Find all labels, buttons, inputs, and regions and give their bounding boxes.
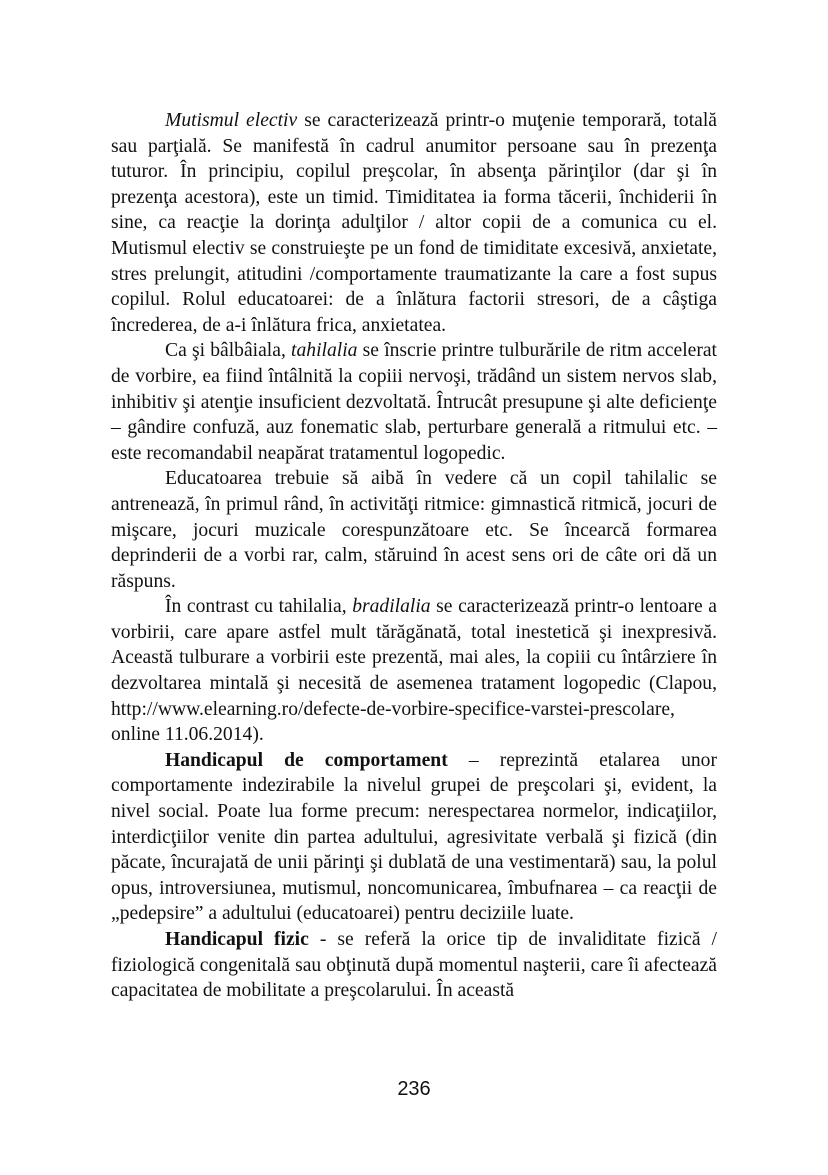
paragraph-body: - se referă la orice tip de invaliditate fizică / fiziologică congenitală sau obţinută după momentul naşterii, care îi afectează capacitatea de mobilitate a preşcolarului. În această bbox=[111, 929, 717, 1002]
term-handicapul-de-comportament: Handicapul de comportament bbox=[165, 749, 448, 771]
paragraph-handicap-comportament bbox=[111, 748, 717, 927]
paragraph-mutism-electiv bbox=[111, 108, 717, 338]
paragraph-body: Educatoarea trebuie să aibă în vedere că un copil tahilalic se antrenează, în primul rând, în activităţi ritmice: gimnastică ritmică, jocuri de mişcare, jocuri muzicale corespunzătoare etc. Se încearcă formarea deprinderii de a vorbi rar, calm, stăruind în acest sens ori de câte ori dă un răspuns. bbox=[111, 468, 717, 592]
paragraph-body: – reprezintă etalarea unor comportamente indezirabile la nivelul grupei de preşcolari şi, evident, la nivel social. Poate lua forme precum: nerespectarea normelor, indicaţiilor, interdicţiilor venite din partea adultului, agresivitate verbală şi fizică (din păcate, încurajată de unii părinţi şi dublată de una vestimentară) sau, la polul opus, introversiunea, mutismul, noncomunicarea, îmbufnarea – ca reacţii de „pedepsire” a adultului (educatoarei) pentru deciziile luate. bbox=[111, 749, 717, 925]
paragraph-handicap-fizic bbox=[111, 927, 717, 1004]
page-number: 236 bbox=[397, 1078, 431, 1100]
paragraph-educatoarea bbox=[111, 466, 717, 594]
paragraph-intro: Ca şi bâlbâiala, bbox=[165, 340, 292, 362]
paragraph-intro: În contrast cu tahilalia, bbox=[165, 596, 353, 618]
page-text bbox=[111, 108, 717, 1004]
term-tahilalia: tahilalia bbox=[291, 340, 358, 362]
paragraph-tahilalia bbox=[111, 338, 717, 466]
paragraph-body: se caracterizează printr-o lentoare a vorbirii, care apare astfel mult tărăgănată, total inestetică şi inexpresivă. Această tulburare a vorbirii este prezentă, mai ales, la copiii cu întârziere în dezvoltarea mintală şi necesită de asemenea tratament logopedic (Clapou, http://www.elearning.ro/defecte-de-vorbire-specifice-varstei-prescolare, online 11.06.2014). bbox=[111, 596, 717, 746]
paragraph-body: se înscrie printre tulburările de ritm accelerat de vorbire, ea fiind întâlnită la copiii nervoşi, trădând un sistem nervos slab, inhibitiv şi atenţie insuficient dezvoltată. Întrucât presupune şi alte deficienţe – gândire confuză, auz fonematic slab, perturbare generală a ritmului etc. – este recomandabil neapărat tratamentul logopedic. bbox=[111, 340, 717, 464]
term-handicapul-fizic: Handicapul fizic bbox=[165, 929, 309, 950]
paragraph-body: se caracterizează printr-o muţenie temporară, totală sau parţială. Se manifestă în cadrul anumitor persoane sau în prezenţa tuturor. În principiu, copilul preşcolar, în absenţa părinţilor (dar şi în prezenţa acestora), este un timid. Timiditatea ia forma tăcerii, închiderii în sine, ca reacţie la dorinţa adulţilor / altor copii de a comunica cu el. Mutismul electiv se construieşte pe un fond de timiditate excesivă, anxietate, stres prelungit, atitudini /comportamente traumatizante la care a fost supus copilul. Rolul educatoarei: de a înlătura factorii stresori, de a câştiga încrederea, de a-i înlătura frica, anxietatea. bbox=[111, 110, 717, 336]
term-bradilalia: bradilalia bbox=[352, 596, 431, 618]
paragraph-bradilalia bbox=[111, 594, 717, 748]
term-mutismul-electiv: Mutismul electiv bbox=[165, 110, 298, 131]
